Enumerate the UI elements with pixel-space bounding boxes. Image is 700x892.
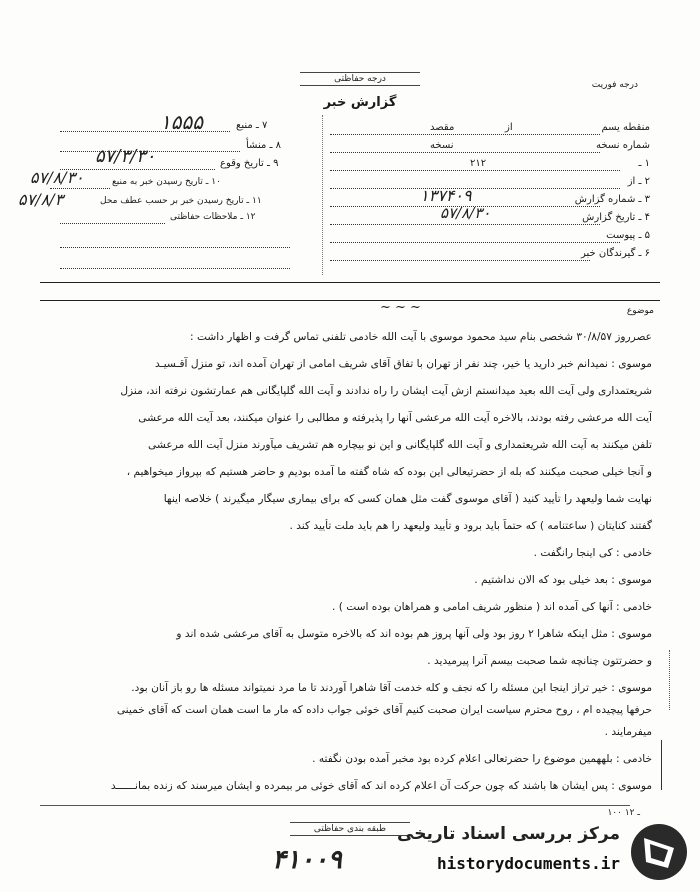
body-line: موسوی : پس ایشان ها باشند که چون حرکت آن اعلام کرده اند که آقای خوئی مر بیمرده و ایشان میرسند که زنده بمانــــــد — [110, 780, 652, 792]
watermark-url[interactable]: historydocuments.ir — [436, 854, 620, 873]
body-line: و آنجا خیلی صحبت میکنند که بله از حضرتیعالی این بوده که شاه گفته ما آمده بودیم و حاضر هستیم که بپرواز میخواهیم ، — [126, 466, 652, 478]
left-field-label: ۷ ـ منبع — [236, 120, 268, 131]
body-line: حرفها پیچیده ام ، روح محترم سیاست ایران صحبت کنیم آقای خوئی جواب داده که مار ما است همان است که آقای خمینی — [116, 704, 652, 716]
body-line: خادمی : بلههمین موضوع را حضرتعالی اعلام کرده بود مخبر آمده بودن نگفته . — [312, 753, 652, 765]
right-field-tail: نسخه — [430, 140, 454, 151]
body-line: میفرمایند . — [604, 726, 652, 738]
right-field-mid: ۵۷/۸/۳۰ — [440, 204, 491, 222]
body-line: گفتند کنایتان ( ساعتنامه ) که حتماً باید برود و تأیید ولیعهد را هم باید ملت تأیید کند . — [289, 520, 652, 532]
left-field-value: ۵۷/۸/۳۰ — [30, 168, 84, 187]
priority-label: درجه فوریت — [591, 80, 638, 90]
body-line: عصرروز ۳۰/۸/۵۷ شخصی بنام سید محمود موسوی با آیت الله خادمی تلفنی تماس گرفت و اظهار داشت : — [190, 331, 652, 343]
page-code: ۱۰۰ ـ ۱۲ — [607, 808, 640, 818]
margin-mark — [663, 650, 670, 710]
body-line: موسوی : مثل اینکه شاهرا ۲ روز بود ولی آنها پروز هم بوده اند که بالاخره متوسل به آقای مرعشی شده اند و — [176, 628, 652, 640]
right-field-label: شماره نسخه — [596, 140, 650, 151]
right-field-label: ۲ ـ از — [627, 176, 650, 187]
right-field-label: ۵ ـ پیوست — [606, 230, 650, 241]
archive-logo-icon — [624, 818, 694, 886]
classification-stamp: درجه حفاظتی — [300, 72, 420, 86]
right-field-label: ۴ ـ تاریخ گزارش — [582, 212, 650, 223]
right-field-mid: از — [505, 122, 513, 133]
right-field-label: منقطه یسم — [601, 122, 650, 133]
left-field-label: ۸ ـ منشأ — [246, 140, 282, 151]
subject-label: موضوع — [626, 306, 654, 316]
left-field-label: ۱۲ ـ ملاحظات حفاظتی — [170, 212, 256, 222]
left-field-label: ۹ ـ تاریخ وقوع — [220, 158, 279, 169]
right-field-tail: مقصد — [430, 122, 455, 133]
body-line: خادمی : کی اینجا رانگفت . — [533, 547, 652, 559]
margin-bracket — [651, 740, 662, 790]
body-line: خادمی : آنها کی آمده اند ( منظور شریف امامی و همراهان بوده است ) . — [331, 601, 652, 613]
left-field-label: ۱۱ ـ تاریخ رسیدن خبر بر حسب عطف محل — [100, 196, 262, 206]
body-line: و حضرتتون چنانچه شما صحبت بیسم آنرا پیرمیدید . — [427, 655, 652, 667]
body-line: نهایت شما ولیعهد را تأیید کنید ( آقای موسوی گفت مثل همان کسی که برای بیماری سیگار میگیرند ) خلاصه اینها — [163, 493, 652, 505]
body-line: موسوی : بعد خیلی بود که الان نداشتیم . — [474, 574, 652, 586]
body-line: موسوی : نمیدانم خبر دارید یا خیر، چند نفر از تهران با تفاق آقای شریف امامی از تهران آمده اند، تو منزل آقـسیـد — [155, 358, 652, 370]
body-line: تلفن میکنند به آیت الله شریعتمداری و آیت الله گلپایگانی و این نو بیچاره هم تشریف میآورند منزل آیت الله مرعشی — [148, 439, 652, 451]
subject-scribble: ~ ~ ~ — [380, 300, 421, 315]
document-number: ۴۱۰۰۹ — [272, 845, 342, 875]
right-field-mid: ۱۳۷۴۰۹ — [420, 186, 472, 205]
right-field-mid: ۲۱۲ — [470, 158, 487, 169]
right-field-label: ۶ ـ گیرندگان خبر — [580, 248, 650, 259]
left-field-label: ۱۰ ـ تاریخ رسیدن خبر به منبع — [112, 177, 221, 187]
watermark — [394, 818, 694, 886]
left-field-value: ۵۷/۳/۳۰ — [95, 146, 156, 167]
body-line: شریعتمداری ولی آیت الله بعید میدانستم ازش آیت ایشان را راه ندادند و آیت الله گلپایگانی هم عمارتشون نرفته اند، منزل — [120, 385, 652, 397]
body-line: آیت الله مرعشی رفته بودند، بالاخره آیت الله مرعشی آنها را پذیرفته و مطالبی را عنوان میکنند، بعد آیت الله مرعشی — [138, 412, 652, 424]
right-field-label: ۱ ـ — [638, 158, 650, 169]
report-title: گزارش خبر — [323, 95, 397, 110]
left-field-value: ۱۵۵۵ — [160, 110, 203, 134]
right-field-label: ۳ ـ شماره گزارش — [574, 194, 650, 205]
left-field-value: ۵۷/۸/۳ — [18, 190, 64, 209]
body-line: موسوی : خیر تراز اینجا این مسئله را که نجف و کله خدمت آقا شاهرا آوردند تا ما مرد نمیتواند مسئله ها رو باز آنان بود. — [131, 682, 652, 694]
watermark-name: مرکز بررسی اسناد تاریخی — [397, 824, 620, 844]
bottom-stamp: طبقه بندی حفاظتی — [290, 822, 410, 836]
